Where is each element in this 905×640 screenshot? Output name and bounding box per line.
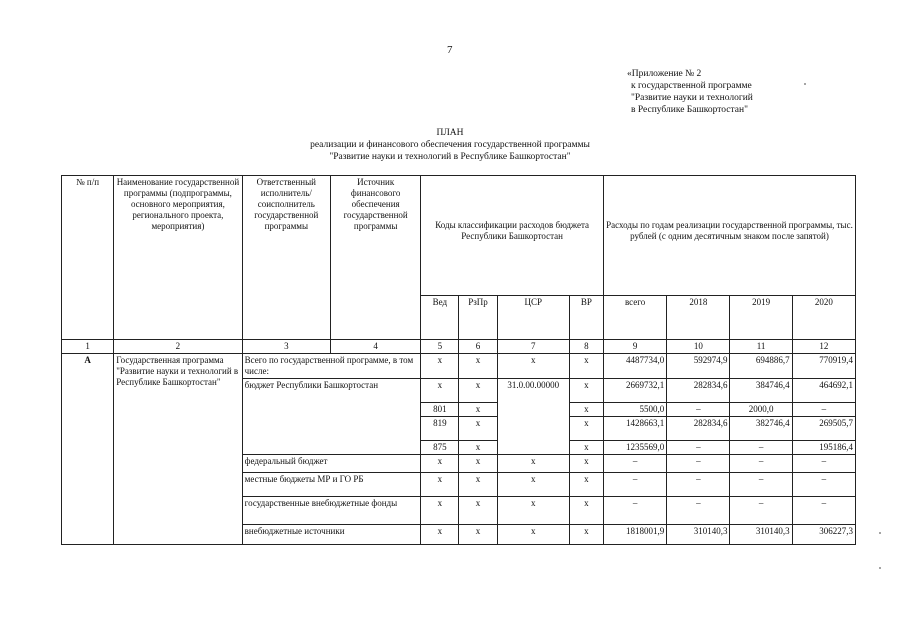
rzpr-cell: x	[459, 497, 497, 525]
header-2019: 2019	[730, 296, 792, 340]
page-number: 7	[447, 44, 453, 56]
vr-cell: x	[569, 441, 603, 455]
appendix-line: в Республике Башкортостан"	[631, 105, 748, 115]
total-cell: –	[603, 473, 666, 497]
ved-cell: x	[421, 525, 459, 545]
header-csr: ЦСР	[497, 296, 569, 340]
y2020-cell: 269505,7	[792, 417, 855, 441]
total-cell: –	[603, 497, 666, 525]
source-cell: местные бюджеты МР и ГО РБ	[242, 473, 421, 497]
rzpr-cell: x	[459, 473, 497, 497]
rzpr-cell: x	[459, 525, 497, 545]
y2020-cell: –	[792, 473, 855, 497]
rzpr-cell: x	[459, 379, 497, 403]
column-number: 1	[62, 340, 114, 354]
total-cell: –	[603, 455, 666, 473]
header-2018: 2018	[667, 296, 730, 340]
y2020-cell: 306227,3	[792, 525, 855, 545]
source-cell: бюджет Республики Башкортостан	[242, 379, 421, 455]
ved-cell: x	[421, 473, 459, 497]
y2018-cell: 592974,9	[667, 354, 730, 379]
y2019-cell: –	[730, 455, 792, 473]
column-number: 4	[330, 340, 420, 354]
rzpr-cell: x	[459, 354, 497, 379]
header-expenses: Расходы по годам реализации государственной программы, тыс. рублей (с одним десятичным знаком после запятой)	[603, 176, 855, 296]
y2019-cell: 694886,7	[730, 354, 792, 379]
column-number: 11	[730, 340, 792, 354]
vr-cell: x	[569, 497, 603, 525]
vr-cell: x	[569, 525, 603, 545]
ved-cell: x	[421, 497, 459, 525]
y2018-cell: –	[667, 497, 730, 525]
header-num: № п/п	[62, 176, 114, 340]
ved-cell: 819	[421, 417, 459, 441]
ved-cell: 801	[421, 403, 459, 417]
y2019-cell: 382746,4	[730, 417, 792, 441]
y2018-cell: 310140,3	[667, 525, 730, 545]
rzpr-cell: x	[459, 403, 497, 417]
header-ved: Вед	[421, 296, 459, 340]
source-cell: государственные внебюджетные фонды	[242, 497, 421, 525]
y2020-cell: 464692,1	[792, 379, 855, 403]
title-line: реализации и финансового обеспечения государственной программы	[310, 140, 590, 150]
appendix-note	[627, 68, 753, 116]
total-cell: 1235569,0	[603, 441, 666, 455]
table-row	[62, 354, 856, 379]
vr-cell: x	[569, 417, 603, 441]
header-codes: Коды классификации расходов бюджета Республики Башкортостан	[421, 176, 604, 296]
source-cell: внебюджетные источники	[242, 525, 421, 545]
csr-cell: 31.0.00.00000	[497, 379, 569, 455]
column-number: 10	[667, 340, 730, 354]
y2019-cell: –	[730, 497, 792, 525]
header-total: всего	[603, 296, 666, 340]
y2019-cell: 2000,0	[730, 403, 792, 417]
csr-cell: x	[497, 354, 569, 379]
ved-cell: x	[421, 455, 459, 473]
header-name: Наименование государственной программы (подпрограммы, основного мероприятия, регионального проекта, мероприятия)	[114, 176, 242, 340]
y2020-cell: –	[792, 403, 855, 417]
appendix-line: "Развитие науки и технологий	[631, 93, 753, 103]
vr-cell: x	[569, 354, 603, 379]
header-2020: 2020	[792, 296, 855, 340]
column-number: 9	[603, 340, 666, 354]
vr-cell: x	[569, 403, 603, 417]
y2020-cell: 770919,4	[792, 354, 855, 379]
ved-cell: 875	[421, 441, 459, 455]
appendix-line: «Приложение № 2	[627, 69, 702, 79]
document-title	[250, 127, 650, 163]
scan-speck	[804, 83, 806, 85]
header-source: Источник финансового обеспечения государственной программы	[330, 176, 420, 340]
source-cell: федеральный бюджет	[242, 455, 421, 473]
y2018-cell: –	[667, 441, 730, 455]
total-cell: 2669732,1	[603, 379, 666, 403]
header-vr: ВР	[569, 296, 603, 340]
y2018-cell: –	[667, 473, 730, 497]
csr-cell: x	[497, 525, 569, 545]
y2019-cell: –	[730, 441, 792, 455]
rzpr-cell: x	[459, 455, 497, 473]
y2019-cell: 384746,4	[730, 379, 792, 403]
total-cell: 1428663,1	[603, 417, 666, 441]
column-number: 12	[792, 340, 855, 354]
y2020-cell: 195186,4	[792, 441, 855, 455]
y2018-cell: 282834,6	[667, 379, 730, 403]
program-name: Государственная программа "Развитие науки и технологий в Республике Башкортостан"	[114, 354, 242, 545]
csr-cell: x	[497, 455, 569, 473]
total-cell: 5500,0	[603, 403, 666, 417]
y2018-cell: 282834,6	[667, 417, 730, 441]
y2018-cell: –	[667, 403, 730, 417]
column-number: 2	[114, 340, 242, 354]
csr-cell: x	[497, 473, 569, 497]
vr-cell: x	[569, 473, 603, 497]
y2020-cell: –	[792, 455, 855, 473]
y2018-cell: –	[667, 455, 730, 473]
y2020-cell: –	[792, 497, 855, 525]
vr-cell: x	[569, 455, 603, 473]
column-number: 6	[459, 340, 497, 354]
appendix-line: к государственной программе	[631, 81, 752, 91]
column-number: 3	[242, 340, 330, 354]
header-rzpr: РзПр	[459, 296, 497, 340]
title-line: ПЛАН	[436, 128, 464, 138]
column-number: 7	[497, 340, 569, 354]
scan-speck	[879, 567, 881, 569]
scan-speck	[879, 532, 881, 534]
y2019-cell: –	[730, 473, 792, 497]
column-number: 8	[569, 340, 603, 354]
rzpr-cell: x	[459, 417, 497, 441]
ved-cell: x	[421, 354, 459, 379]
header-executor: Ответственный исполнитель/ соисполнитель государственной программы	[242, 176, 330, 340]
plan-table	[61, 175, 856, 545]
total-cell: 1818001,9	[603, 525, 666, 545]
rzpr-cell: x	[459, 441, 497, 455]
program-code: А	[62, 354, 114, 545]
vr-cell: x	[569, 379, 603, 403]
column-number: 5	[421, 340, 459, 354]
y2019-cell: 310140,3	[730, 525, 792, 545]
title-line: "Развитие науки и технологий в Республике Башкортостан"	[329, 152, 571, 162]
csr-cell: x	[497, 497, 569, 525]
source-cell: Всего по государственной программе, в том числе:	[242, 354, 421, 379]
ved-cell: x	[421, 379, 459, 403]
total-cell: 4487734,0	[603, 354, 666, 379]
column-number-row	[62, 340, 856, 354]
